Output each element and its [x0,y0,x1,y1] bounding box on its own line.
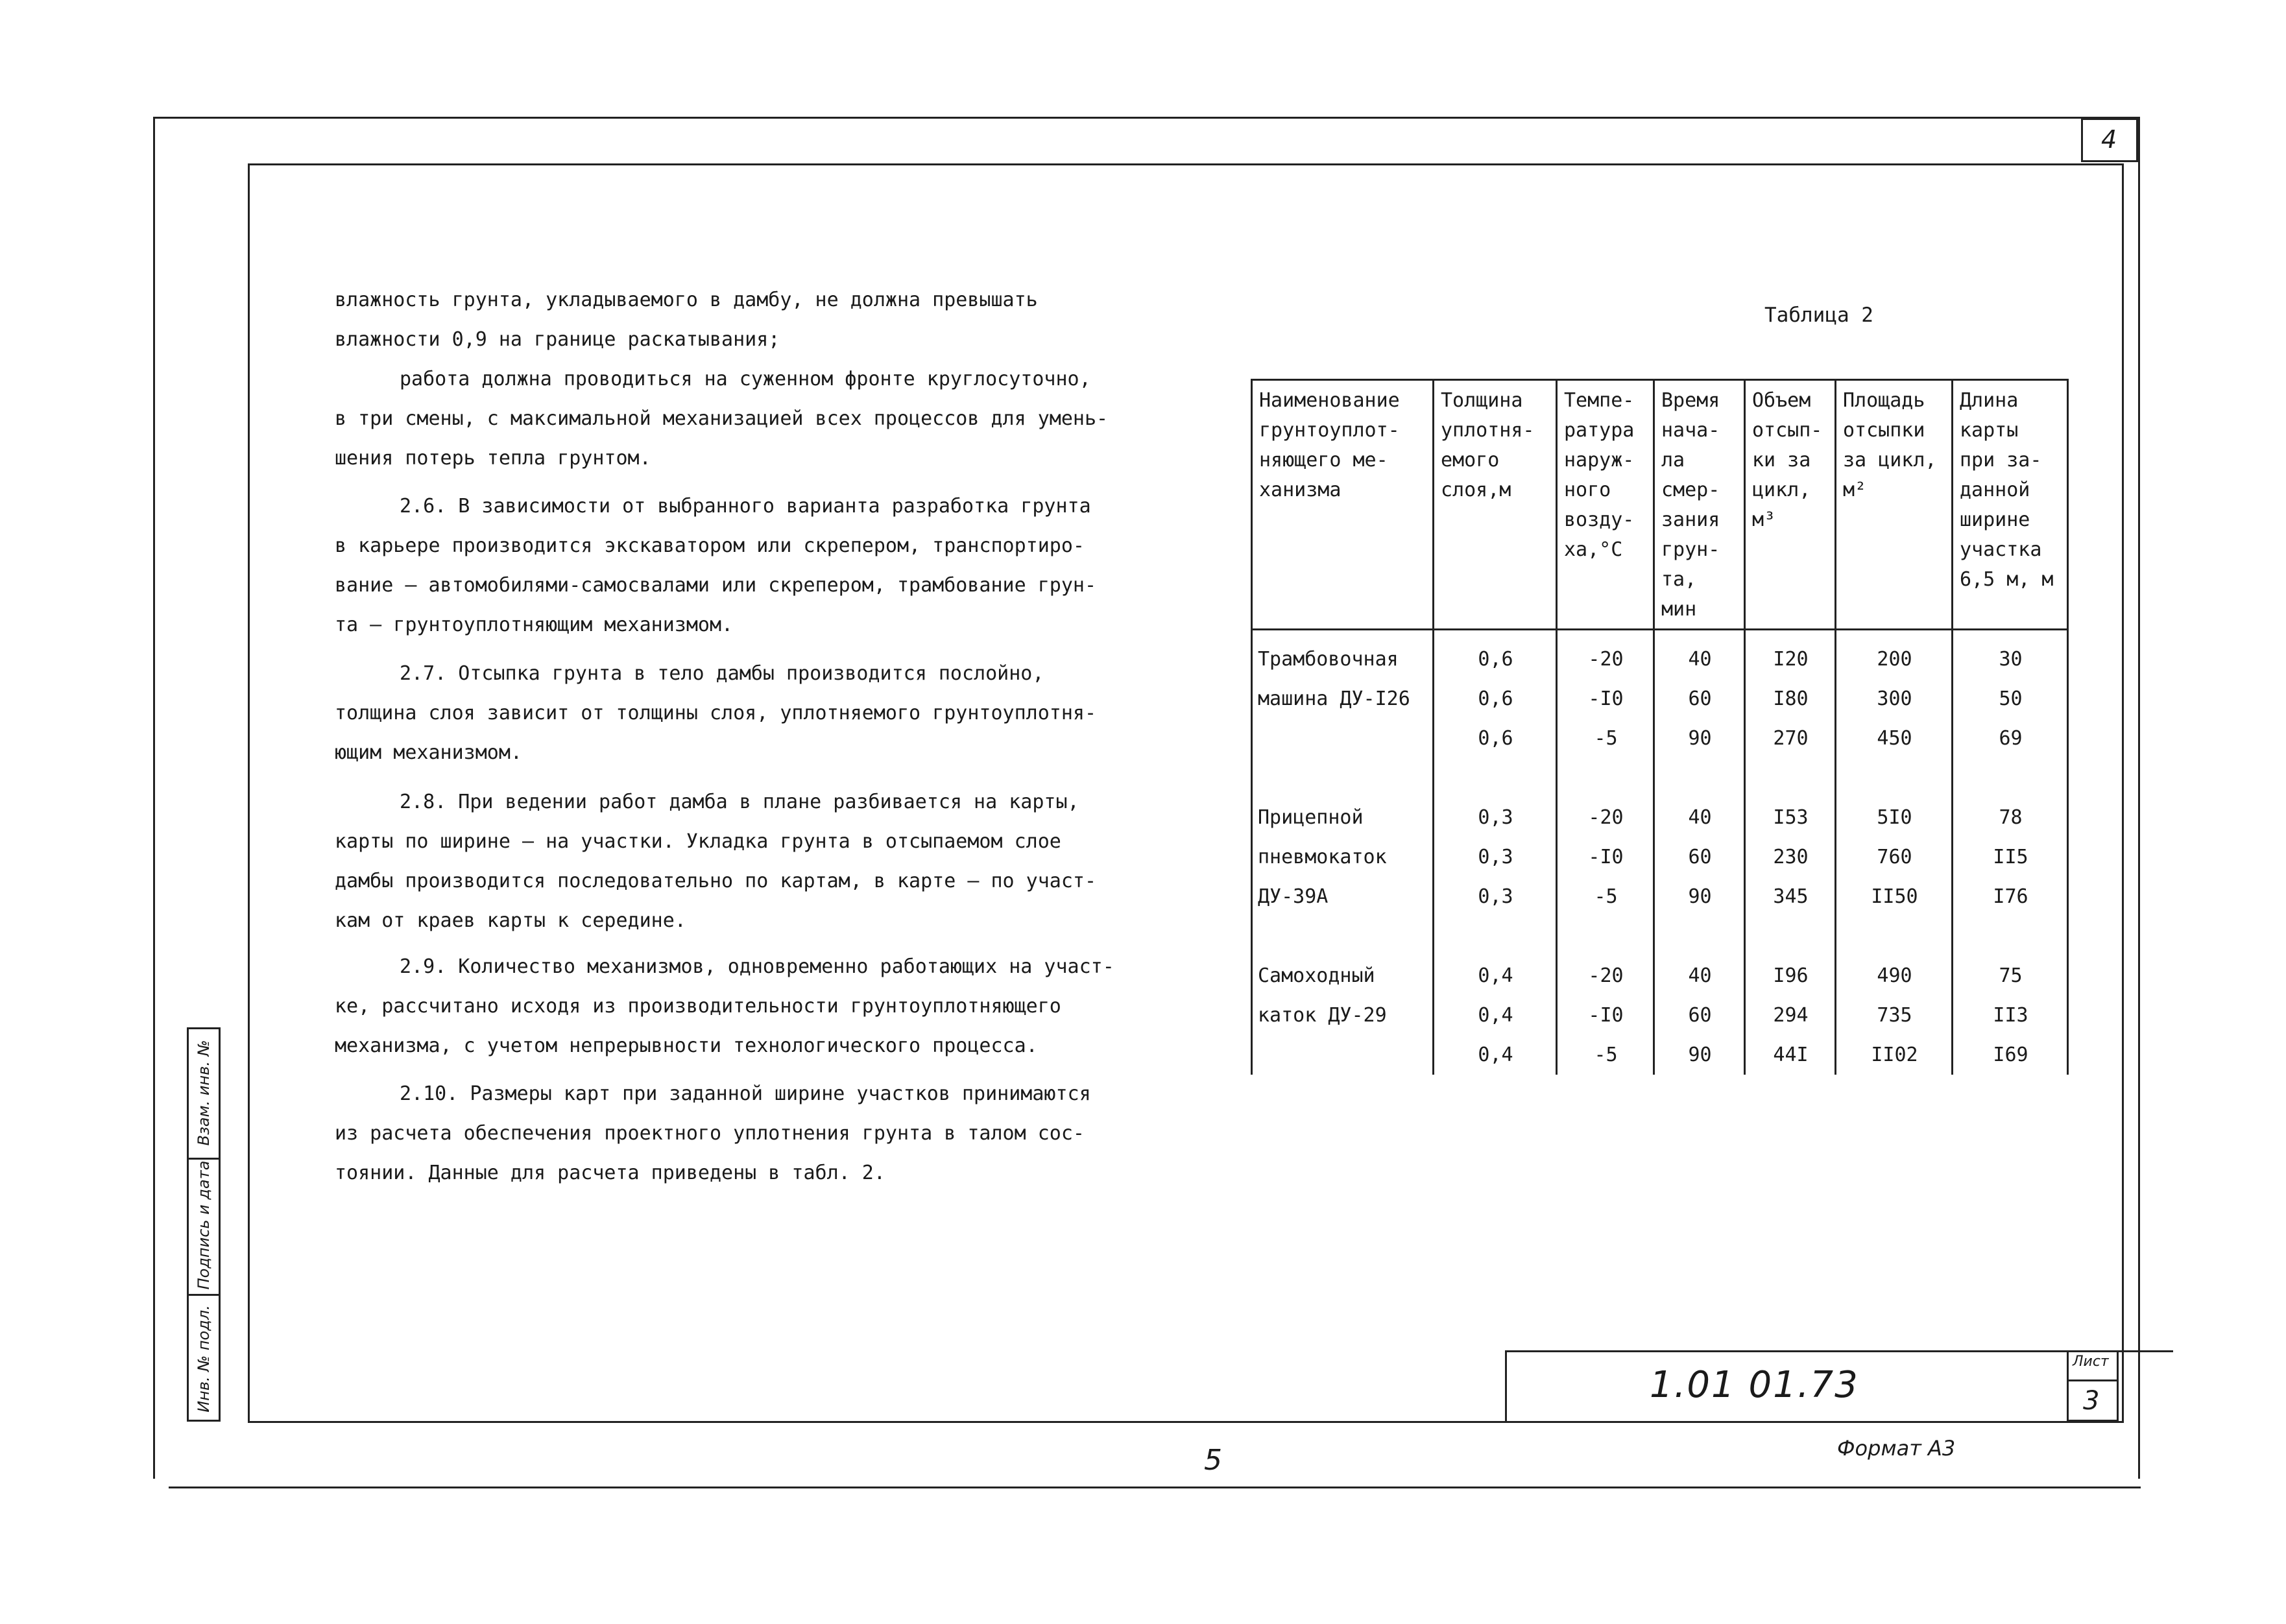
table-header-cell: Объем отсып- ки за цикл, м³ [1745,380,1836,630]
table-cell: 0,6 [1434,630,1557,680]
text-line: 2.9. Количество механизмов, одновременно работающих на участ- [400,955,1114,978]
table-row [1252,1035,2068,1075]
table-cell: 490 [1836,956,1953,996]
table-cell: I20 [1745,630,1836,680]
table-cell: 230 [1745,837,1836,877]
outer-frame-left-line [153,117,155,1479]
table-cell: 60 [1654,996,1745,1035]
table-cell: 294 [1745,996,1836,1035]
outer-frame-right-line [2138,117,2140,1479]
table-cell: 760 [1836,837,1953,877]
table-cell: 735 [1836,996,1953,1035]
table-cell: 90 [1654,719,1745,798]
paragraph-moisture [335,280,1178,359]
text-line: толщина слоя зависит от толщины слоя, уплотняемого грунтоуплотня- [335,702,1096,724]
table-cell: II5 [1953,837,2068,877]
table-cell: -I0 [1557,679,1654,719]
text-line: в карьере производится экскаватором или скрепером, транспортиро- [335,534,1085,557]
table-cell: Самоходный [1252,956,1434,996]
table-cell: 75 [1953,956,2068,996]
outer-frame-top-line [153,117,2139,119]
table-cell: -5 [1557,1035,1654,1075]
footer-page-number: 5 [1204,1444,1222,1477]
text-line: карты по ширине – на участки. Укладка грунта в отсыпаемом слое [335,830,1061,853]
table-cell: -5 [1557,719,1654,798]
table-row [1252,679,2068,719]
table-cell: ДУ-39А [1252,877,1434,956]
text-line: 2.10. Размеры карт при заданной ширине участков принимаются [400,1082,1091,1105]
table-cell: 50 [1953,679,2068,719]
table-cell: I69 [1953,1035,2068,1075]
table-header-cell: Темпе- ратура наруж- ного возду- ха,°С [1557,380,1654,630]
outer-frame-bottom-line [169,1487,2141,1488]
table-cell: 90 [1654,877,1745,956]
text-line: работа должна проводиться на суженном фронте круглосуточно, [400,368,1091,390]
document-code: 1.01 01.73 [1650,1364,1859,1406]
text-line: шения потерь тепла грунтом. [335,447,651,470]
table-cell: 200 [1836,630,1953,680]
table-cell: 0,3 [1434,798,1557,837]
table-cell: 40 [1654,956,1745,996]
stamp-cell-replacement-inventory: Взам. инв. № [195,1040,213,1146]
table-cell: 270 [1745,719,1836,798]
table-cell: 0,3 [1434,837,1557,877]
table-header-cell: Длина карты при за- данной ширине участка 6,5 м, м [1953,380,2068,630]
table-cell: 450 [1836,719,1953,798]
table-header-cell: Наименование грунтоуплот- няющего ме- ханизма [1252,380,1434,630]
table-cell: -I0 [1557,837,1654,877]
table-cell: машина ДУ-I26 [1252,679,1434,719]
table-cell: I80 [1745,679,1836,719]
text-line: ющим механизмом. [335,741,522,764]
table-cell [1252,719,1434,798]
table-cell: 345 [1745,877,1836,956]
table-cell: II02 [1836,1035,1953,1075]
text-line: та – грунтоуплотняющим механизмом. [335,614,734,636]
text-line: вание – автомобилями-самосвалами или скрепером, трамбование грун- [335,574,1096,597]
table-cell: -20 [1557,798,1654,837]
table-cell: I96 [1745,956,1836,996]
table-caption: Таблица 2 [1764,304,1873,327]
table-cell: -5 [1557,877,1654,956]
text-line: 2.6. В зависимости от выбранного варианта разработка грунта [400,495,1091,518]
paragraph-2-7 [335,654,1178,772]
text-line: влажность грунта, укладываемого в дамбу, не должна превышать [335,289,1038,311]
sheet-label: Лист [2073,1354,2109,1370]
table-cell: каток ДУ-29 [1252,996,1434,1035]
table-cell: 0,6 [1434,679,1557,719]
table-cell [1252,1035,1434,1075]
table-header-cell: Толщина уплотня- емого слоя,м [1434,380,1557,630]
table-header-row [1252,380,2068,630]
text-line: из расчета обеспечения проектного уплотнения грунта в талом сос- [335,1122,1085,1145]
table-cell: 60 [1654,837,1745,877]
table-row [1252,837,2068,877]
paragraph-2-9 [335,947,1178,1066]
data-table [1251,379,2069,1075]
table-cell: 0,3 [1434,877,1557,956]
table-header-cell: Время нача- ла смер- зания грун- та, мин [1654,380,1745,630]
table-row [1252,630,2068,680]
table-cell: Трамбовочная [1252,630,1434,680]
approval-stamp [187,1027,221,1422]
table-cell: I53 [1745,798,1836,837]
text-line: 2.7. Отсыпка грунта в тело дамбы производится послойно, [400,662,1044,685]
table-cell: 90 [1654,1035,1745,1075]
text-line: механизма, с учетом непрерывности технологического процесса. [335,1034,1038,1057]
table-cell: 44I [1745,1035,1836,1075]
table-cell: 300 [1836,679,1953,719]
table-cell: II50 [1836,877,1953,956]
table-cell: 0,4 [1434,1035,1557,1075]
stamp-cell-original-inventory: Инв. № подл. [195,1305,213,1413]
table-header-cell: Площадь отсыпки за цикл, м² [1836,380,1953,630]
table-row [1252,877,2068,956]
text-line: влажности 0,9 на границе раскатывания; [335,328,780,351]
table-cell: 0,6 [1434,719,1557,798]
text-line: ке, рассчитано исходя из производительности грунтоуплотняющего [335,995,1061,1018]
corner-page-number: 4 [2101,125,2117,154]
table-cell: 5I0 [1836,798,1953,837]
table-cell: 40 [1654,630,1745,680]
corner-page-box [2081,118,2138,162]
table-cell: II3 [1953,996,2068,1035]
table-cell: -20 [1557,630,1654,680]
table-cell: 40 [1654,798,1745,837]
table-cell: -I0 [1557,996,1654,1035]
table-row [1252,719,2068,798]
table-cell: пневмокаток [1252,837,1434,877]
stamp-cell-signature-date: Подпись и дата [195,1160,213,1290]
table-cell: 0,4 [1434,956,1557,996]
text-line: тоянии. Данные для расчета приведены в табл. 2. [335,1162,885,1184]
sheet-number: 3 [2083,1386,2100,1416]
text-line: дамбы производится последовательно по картам, в карте – по участ- [335,870,1096,892]
format-label: Формат А3 [1837,1436,1956,1461]
table-row [1252,956,2068,996]
paragraph-2-8 [335,782,1178,940]
table-cell: 0,4 [1434,996,1557,1035]
paragraph-2-10 [335,1074,1178,1193]
paragraph-2-6 [335,486,1178,645]
text-line: кам от краев карты к середине. [335,909,686,932]
text-line: 2.8. При ведении работ дамба в плане разбивается на карты, [400,791,1079,813]
table-cell: I76 [1953,877,2068,956]
table-cell: Прицепной [1252,798,1434,837]
table-cell: -20 [1557,956,1654,996]
table-cell: 30 [1953,630,2068,680]
table-cell: 78 [1953,798,2068,837]
table-row [1252,798,2068,837]
table-cell: 69 [1953,719,2068,798]
sheet-box [2067,1350,2119,1422]
table-row [1252,996,2068,1035]
paragraph-work-mode [335,359,1178,478]
table-cell: 60 [1654,679,1745,719]
text-line: в три смены, с максимальной механизацией всех процессов для умень- [335,407,1109,430]
